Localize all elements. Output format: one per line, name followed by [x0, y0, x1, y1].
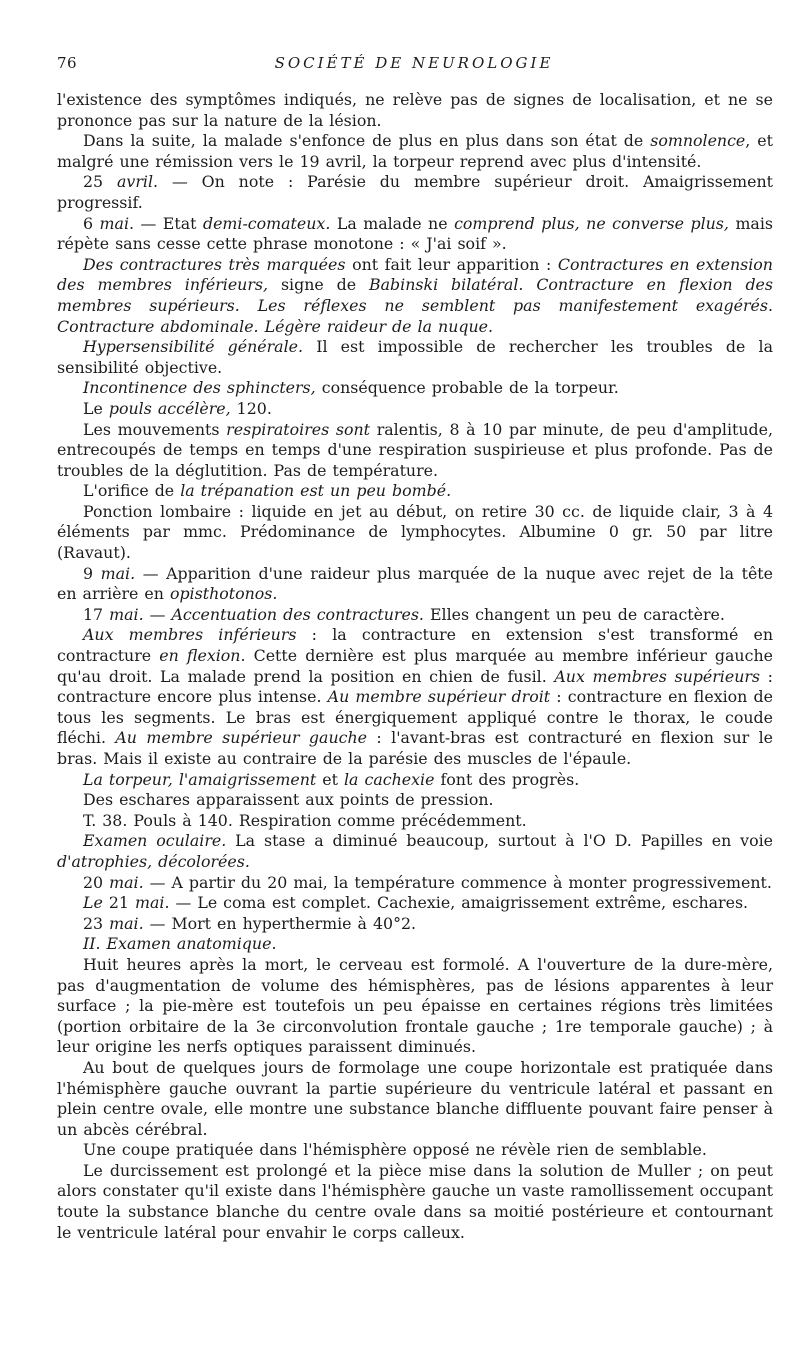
italic-text: respiratoires sont: [226, 419, 371, 439]
text-run: — Le coma est complet. Cachexie, amaigrissement extrême, eschares.: [169, 893, 749, 913]
paragraph: [57, 1140, 773, 1161]
page-number: 76: [57, 54, 78, 72]
italic-text: Au membre supérieur gauche: [115, 728, 368, 748]
italic-text: d'atrophies, décolorées.: [57, 851, 250, 871]
text-run: : l'avant-bras est contracturé en flexion sur le bras. Mais il existe au contraire de la parésie des muscles de l'épaule.: [57, 728, 773, 768]
text-run: : contracture encore plus intense.: [57, 666, 773, 707]
text-run: T. 38. Pouls à 140. Respiration comme précédemment.: [83, 810, 527, 830]
text-run: — Mort en hyperthermie à 40°2.: [143, 913, 417, 933]
text-run: font des progrès.: [434, 769, 580, 789]
italic-text: Contractures en extension des membres inférieurs,: [57, 254, 773, 295]
paragraph: [57, 811, 773, 832]
paragraph: [57, 337, 773, 378]
text-run: : la contracture en extension s'est transformé en contracture: [57, 625, 773, 666]
paragraph: [57, 934, 773, 955]
text-run: 25: [83, 172, 118, 192]
text-run: Le durcissement est prolongé et la pièce mise dans la solution de Muller ; on peut alors constater qu'il existe dans l'hémisphère gauche un vaste ramollissement occupant toute la substance blanche du centre ovale dans sa moitié postérieure et contournant le ventricule latéral pour envahir le corps calleux.: [57, 1160, 773, 1242]
italic-text: Examen oculaire.: [83, 831, 227, 851]
text-run: — On note : Parésie du membre supérieur droit. Amaigrissement progressif.: [57, 172, 774, 212]
text-run: 9: [83, 563, 101, 583]
text-run: 23: [83, 913, 110, 933]
text-run: La stase a diminué beaucoup, surtout à l'O D. Papilles en voie: [226, 831, 773, 851]
italic-text: opisthotonos.: [169, 584, 278, 604]
italic-text: La torpeur, l'amaigrissement: [83, 769, 317, 789]
text-run: Le: [83, 398, 109, 418]
paragraph: [57, 625, 773, 769]
paragraph: [57, 1058, 773, 1140]
text-run: 17: [83, 604, 110, 624]
italic-text: mai.: [109, 604, 144, 624]
text-run: mais répète sans cesse cette phrase monotone : « J'ai soif ».: [57, 213, 773, 254]
paragraph: [57, 955, 773, 1058]
italic-text: somnolence: [650, 131, 746, 151]
text-run: Ponction lombaire : liquide en jet au début, on retire 30 cc. de liquide clair, 3 à 4 éléments par mmc. Prédominance de lymphocytes. Albumine 0 gr. 50 par litre (Ravaut).: [57, 501, 773, 563]
paragraph: [57, 255, 773, 337]
paragraph: [57, 564, 773, 605]
italic-text: avril.: [117, 172, 159, 192]
text-run: l'existence des symptômes indiqués, ne relève pas de signes de localisation, et ne se prononce pas sur la nature de la lésion.: [57, 90, 773, 130]
paragraph: [57, 502, 773, 564]
text-run: La malade ne: [330, 213, 455, 233]
text-run: 6: [83, 213, 100, 233]
italic-text: mai.: [109, 913, 144, 933]
text-run: Dans la suite, la malade s'enfonce de plus en plus dans son état de: [83, 131, 651, 151]
italic-text: Au membre supérieur droit: [327, 687, 551, 707]
italic-text: Hypersensibilité générale.: [83, 337, 304, 357]
paragraph: [57, 893, 773, 914]
italic-text: Aux membres supérieurs: [554, 666, 761, 686]
text-run: Les mouvements: [83, 419, 227, 439]
italic-text: Des contractures très marquées: [83, 254, 346, 274]
page-header: [57, 54, 771, 78]
text-run: , et malgré une rémission vers le 19 avril, la torpeur reprend avec plus d'intensité.: [57, 131, 773, 171]
text-run: : contracture en flexion de tous les segments. Le bras est énergiquement appliqué contre le thorax, le coude fléchi.: [57, 687, 773, 748]
italic-text: Le: [83, 893, 103, 913]
paragraph: [57, 131, 773, 172]
italic-text: la cachexie: [343, 769, 435, 789]
paragraph: [57, 914, 773, 935]
italic-text: pouls accélère,: [108, 398, 231, 418]
text-run: 20: [83, 872, 110, 892]
text-run: 120.: [230, 398, 272, 418]
italic-text: comprend plus, ne converse plus,: [454, 213, 729, 233]
text-run: — Apparition d'une raideur plus marquée de la nuque avec rejet de la tête en arrière en: [57, 563, 774, 604]
italic-text: mai.: [109, 872, 144, 892]
italic-text: Accentuation des contractures.: [171, 604, 424, 624]
text-run: Cette dernière est plus marquée au membre inférieur gauche qu'au droit. La malade prend la position en chien de fusil.: [57, 646, 773, 686]
paragraph: [57, 831, 773, 872]
paragraph: [57, 90, 773, 131]
text-run: conséquence probable de la torpeur.: [315, 378, 619, 398]
italic-text: Aux membres inférieurs: [83, 625, 297, 645]
text-run: Des eschares apparaissent aux points de pression.: [83, 790, 494, 810]
paragraph: [57, 873, 773, 894]
text-run: ralentis, 8 à 10 par minute, de peu d'amplitude, entrecoupés de temps en temps d'une respiration suspirieuse et plus profonde. Pas de troubles de la déglutition. Pas de température.: [57, 419, 774, 480]
paragraph: [57, 399, 773, 420]
paragraph: [57, 770, 773, 791]
paragraph: [57, 481, 773, 502]
italic-text: la trépanation est un peu bombé.: [180, 481, 452, 501]
italic-text: mai.: [99, 213, 135, 233]
paragraph: [57, 378, 773, 399]
text-run: Huit heures après la mort, le cerveau est formolé. A l'ouverture de la dure-mère, pas d'augmentation de volume des hémisphères, pas de lésions apparentes à leur surface ; la pie-mère est toutefois un peu épaisse en certaines régions très limitées (portion orbitaire de la 3e circonvolution frontale gauche ; 1re temporale gauche) ; à leur origine les nerfs optiques paraissent diminués.: [57, 954, 773, 1057]
text-run: — Etat: [134, 213, 203, 233]
italic-text: mai.: [135, 893, 170, 913]
paragraph: [57, 420, 773, 482]
text-run: — A partir du 20 mai, la température commence à monter progressivement.: [143, 872, 772, 892]
text-run: Elles changent un peu de caractère.: [423, 604, 725, 624]
text-run: 21: [102, 893, 135, 913]
text-run: L'orifice de: [83, 481, 181, 501]
running-title: SOCIÉTÉ DE NEUROLOGIE: [274, 54, 554, 72]
text-run: Une coupe pratiquée dans l'hémisphère opposé ne révèle rien de semblable.: [83, 1140, 707, 1160]
paragraph: [57, 790, 773, 811]
paragraph: [57, 1161, 773, 1243]
text-run: signe de: [268, 275, 370, 295]
body-text: [57, 90, 773, 1243]
italic-text: demi-comateux.: [202, 213, 331, 233]
italic-text: en flexion.: [159, 646, 246, 666]
paragraph: [57, 214, 773, 255]
paragraph: [57, 605, 773, 626]
text-run: Il est impossible de rechercher les troubles de la sensibilité objective.: [57, 337, 773, 377]
text-run: —: [143, 604, 172, 624]
italic-text: II. Examen anatomique.: [83, 934, 277, 954]
italic-text: Babinski bilatéral. Contracture en flexion des membres supérieurs. Les réflexes ne semblent pas manifestement exagérés. Contracture abdominale. Légère raideur de la nuque.: [57, 275, 774, 336]
italic-text: mai.: [100, 563, 136, 583]
text-run: Au bout de quelques jours de formolage une coupe horizontale est pratiquée dans l'hémisphère gauche ouvrant la partie supérieure du ventricule latéral et passant en plein centre ovale, elle montre une substance blanche diffluente pouvant faire penser à un abcès cérébral.: [57, 1057, 773, 1139]
italic-text: Incontinence des sphincters,: [83, 378, 316, 398]
text-run: ont fait leur apparition :: [345, 254, 558, 274]
paragraph: [57, 172, 773, 213]
text-run: et: [316, 769, 344, 789]
